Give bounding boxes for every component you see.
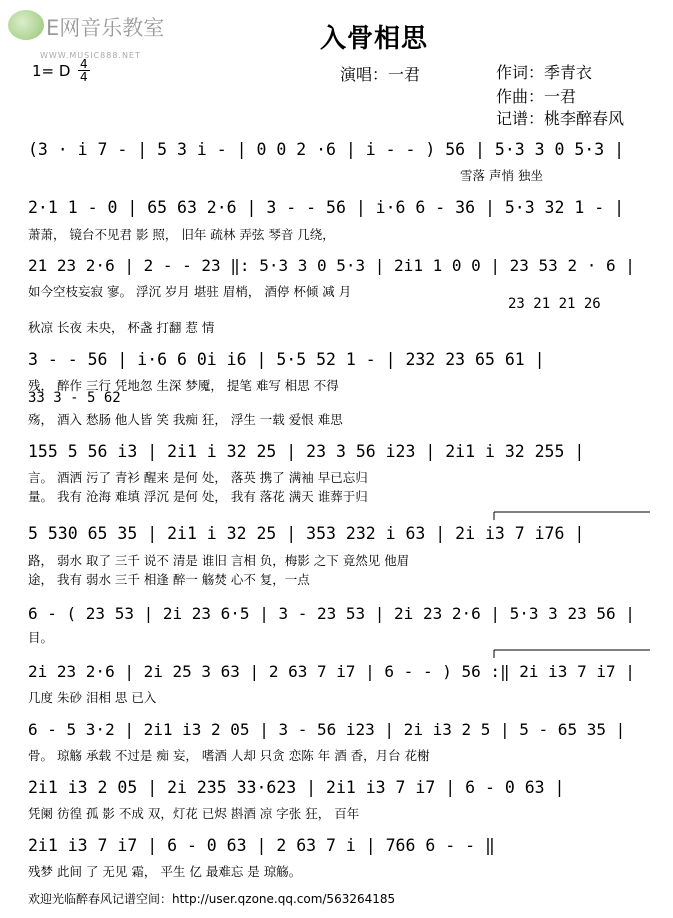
score-row-notes: 5 530 65 35 | 2i1 i 32 25 | 353 232 i 63 | 2i i3 7 i76 | — [28, 524, 585, 543]
score-row-lyrics: 目。 — [28, 630, 54, 645]
song-title: 入骨相思 — [320, 24, 429, 54]
score-row-notes: 6 - 5 3·2 | 2i1 i3 2 05 | 3 - 56 i23 | 2i i3 2 5 | 5 - 65 35 | — [28, 720, 626, 739]
score-row-notes: 6 - ( 23 53 | 2i 23 6·5 | 3 - 23 53 | 2i 23 2·6 | 5·3 3 23 56 | — [28, 604, 635, 623]
score-row-lyrics: 路， 弱水 取了 三千 说不 清是 谁旧 言相 负，梅影 之下 竟然见 他眉 — [28, 553, 410, 568]
time-signature: $\frac{4}{4}$ — [80, 57, 88, 84]
score-row-lyrics: 言。 酒洒 污了 青衫 醒来 是何 处， 落英 携了 满袖 早已忘归 — [28, 470, 368, 485]
score-row-lyrics: 途， 我有 弱水 三千 相逢 醉一 觞焚 心不 复，一点 — [28, 572, 310, 587]
score-row-notes: 155 5 56 i3 | 2i1 i 32 25 | 23 3 56 i23 | 2i1 i 32 255 | — [28, 442, 585, 461]
composer: 作曲：一君 — [496, 87, 577, 106]
score-row-lyrics: 残， 醉作 三行 凭地忽 生深 梦魇， 提笔 难写 相思 不得 — [28, 378, 339, 393]
score-row-lyrics: 秋凉 长夜 未央， 杯盏 打翻 惹 情 — [28, 320, 215, 335]
singer: 演唱：一君 — [340, 65, 421, 84]
score-row-lyrics: 几度 朱砂 泪相 思 已入 — [28, 690, 157, 705]
score-row-second-notes: 33 3 - 5 62 — [28, 390, 121, 406]
score-row-lyrics: 雪落 声悄 独坐 — [460, 168, 543, 183]
transcriber: 记谱：桃李醉春风 — [496, 109, 625, 128]
score-row-notes: 2i1 i3 7 i7 | 6 - 0 63 | 2 63 7 i | 766 6 - - ‖ — [28, 836, 495, 855]
score-row-notes: (3 · i 7 - | 5 3 i - | 0 0 2 ·6 | i - - ) 56 | 5·3 3 0 5·3 | — [28, 140, 625, 159]
score-row-lyrics: 殇， 酒入 愁肠 他人皆 笑 我痴 狂， 浮生 一载 爱恨 难思 — [28, 412, 343, 427]
key-signature: 1= D — [32, 62, 71, 80]
score-row-notes: 2i1 i3 2 05 | 2i 235 33·623 | 2i1 i3 7 i7 | 6 - 0 63 | — [28, 778, 565, 797]
score-row-notes: 3 - - 56 | i·6 6 0i i6 | 5·5 52 1 - | 232 23 65 61 | — [28, 350, 545, 369]
score-row-notes: 2·1 1 - 0 | 65 63 2·6 | 3 - - 56 | i·6 6 - 36 | 5·3 32 1 - | — [28, 198, 625, 217]
score-row-lyrics: 残梦 此间 了 无见 霜， 平生 亿 最难忘 是 琼觞。 — [28, 864, 302, 879]
score-row-lyrics: 如今空枝妄寂 寥。 浮沉 岁月 堪驻 眉梢， 酒停 杯倾 减 月 — [28, 284, 352, 299]
score-row-lyrics: 骨。 琼觞 承载 不过是 痴 妄， 嗜酒 人却 只贪 恋陈 年 酒 香，月台 花榭 — [28, 748, 430, 763]
site-name: E网音乐教室 — [46, 16, 165, 40]
score-row-lyrics: 萧萧， 镜台不见君 影 照， 旧年 疏林 弄弦 琴音 几绕， — [28, 227, 335, 242]
score-row-notes: 2i 23 2·6 | 2i 25 3 63 | 2 63 7 i7 | 6 - - ) 56 :‖ 2i i3 7 i7 | — [28, 662, 635, 681]
score-row-lyrics: 凭阑 彷徨 孤 影 不成 双，灯花 已烬 斟酒 凉 字张 狂， 百年 — [28, 806, 360, 821]
score-row-notes: 21 23 2·6 | 2 - - 23 ‖: 5·3 3 0 5·3 | 2i1 1 0 0 | 23 53 2 · 6 | — [28, 256, 635, 275]
score-row-lyrics: 量。 我有 沧海 难填 浮沉 是何 处， 我有 落花 满天 谁葬于归 — [28, 489, 368, 504]
footer-credit: 欢迎光临醉春风记谱空间：http://user.qzone.qq.com/563264185 — [28, 892, 396, 906]
score-row-second-notes: 23 21 21 26 — [508, 296, 601, 312]
lyricist: 作词：季青衣 — [496, 63, 593, 82]
site-url: WWW.MUSIC888.NET — [40, 51, 141, 60]
